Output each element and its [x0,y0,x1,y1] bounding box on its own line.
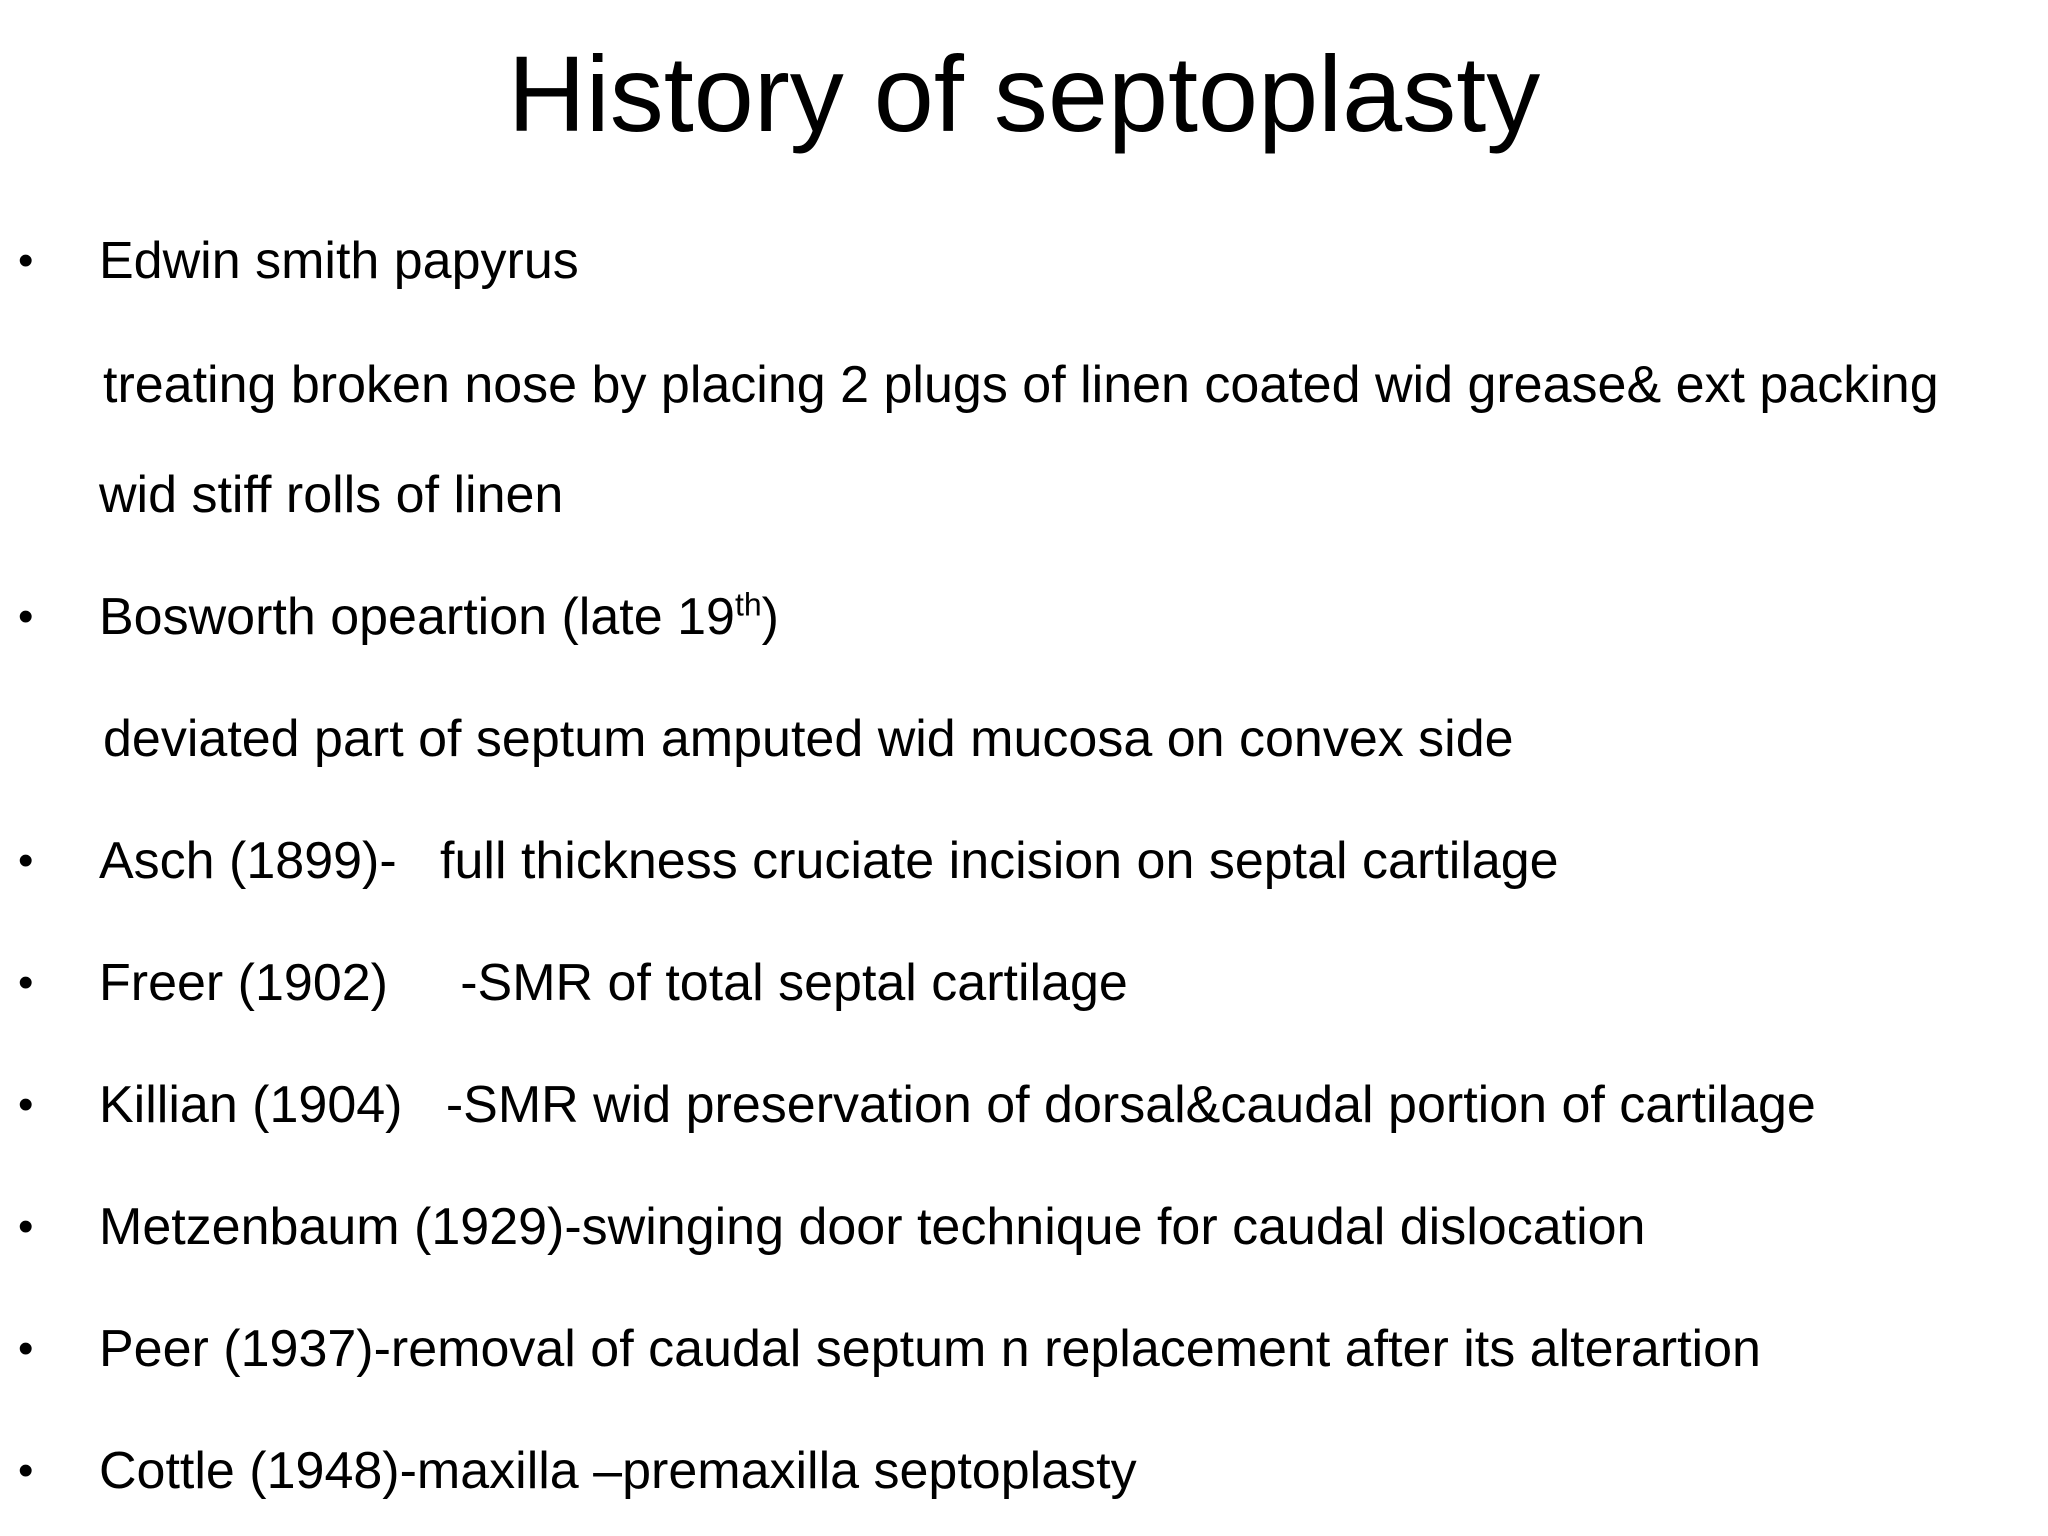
slide-title: History of septoplasty [507,33,1541,154]
bullet-icon: • [18,236,34,285]
bullet-text [99,585,779,649]
bullet-text: Edwin smith papyrus [99,232,579,290]
superscript: th [734,586,762,623]
bullet-icon: • [18,592,34,641]
sub-text-line: deviated part of septum amputed wid mucosa on convex side [103,710,1514,768]
bullet-icon: • [18,836,34,885]
bullet-icon: • [18,1202,34,1251]
bullet-icon: • [18,1080,34,1129]
bullet-icon: • [18,958,34,1007]
continuation-text-line: wid stiff rolls of linen [99,466,564,524]
bullet-icon: • [18,1446,34,1495]
bullet-text-main: Bosworth opeartion (late 19 [99,588,735,646]
bullet-text: Peer (1937)-removal of caudal septum n replacement after its alterartion [99,1320,1761,1378]
bullet-text: Cottle (1948)-maxilla –premaxilla septoplasty [99,1442,1137,1500]
bullet-icon: • [18,1324,34,1373]
bullet-text-close: ) [761,588,779,646]
bullet-text: Asch (1899)- full thickness cruciate incision on septal cartilage [99,832,1559,890]
bullet-text: Freer (1902) -SMR of total septal cartilage [99,954,1128,1012]
bullet-text: Killian (1904) -SMR wid preservation of dorsal&caudal portion of cartilage [99,1076,1816,1134]
sub-text-line: treating broken nose by placing 2 plugs of linen coated wid grease& ext packing [103,356,1939,414]
bullet-text: Metzenbaum (1929)-swinging door technique for caudal dislocation [99,1198,1646,1256]
